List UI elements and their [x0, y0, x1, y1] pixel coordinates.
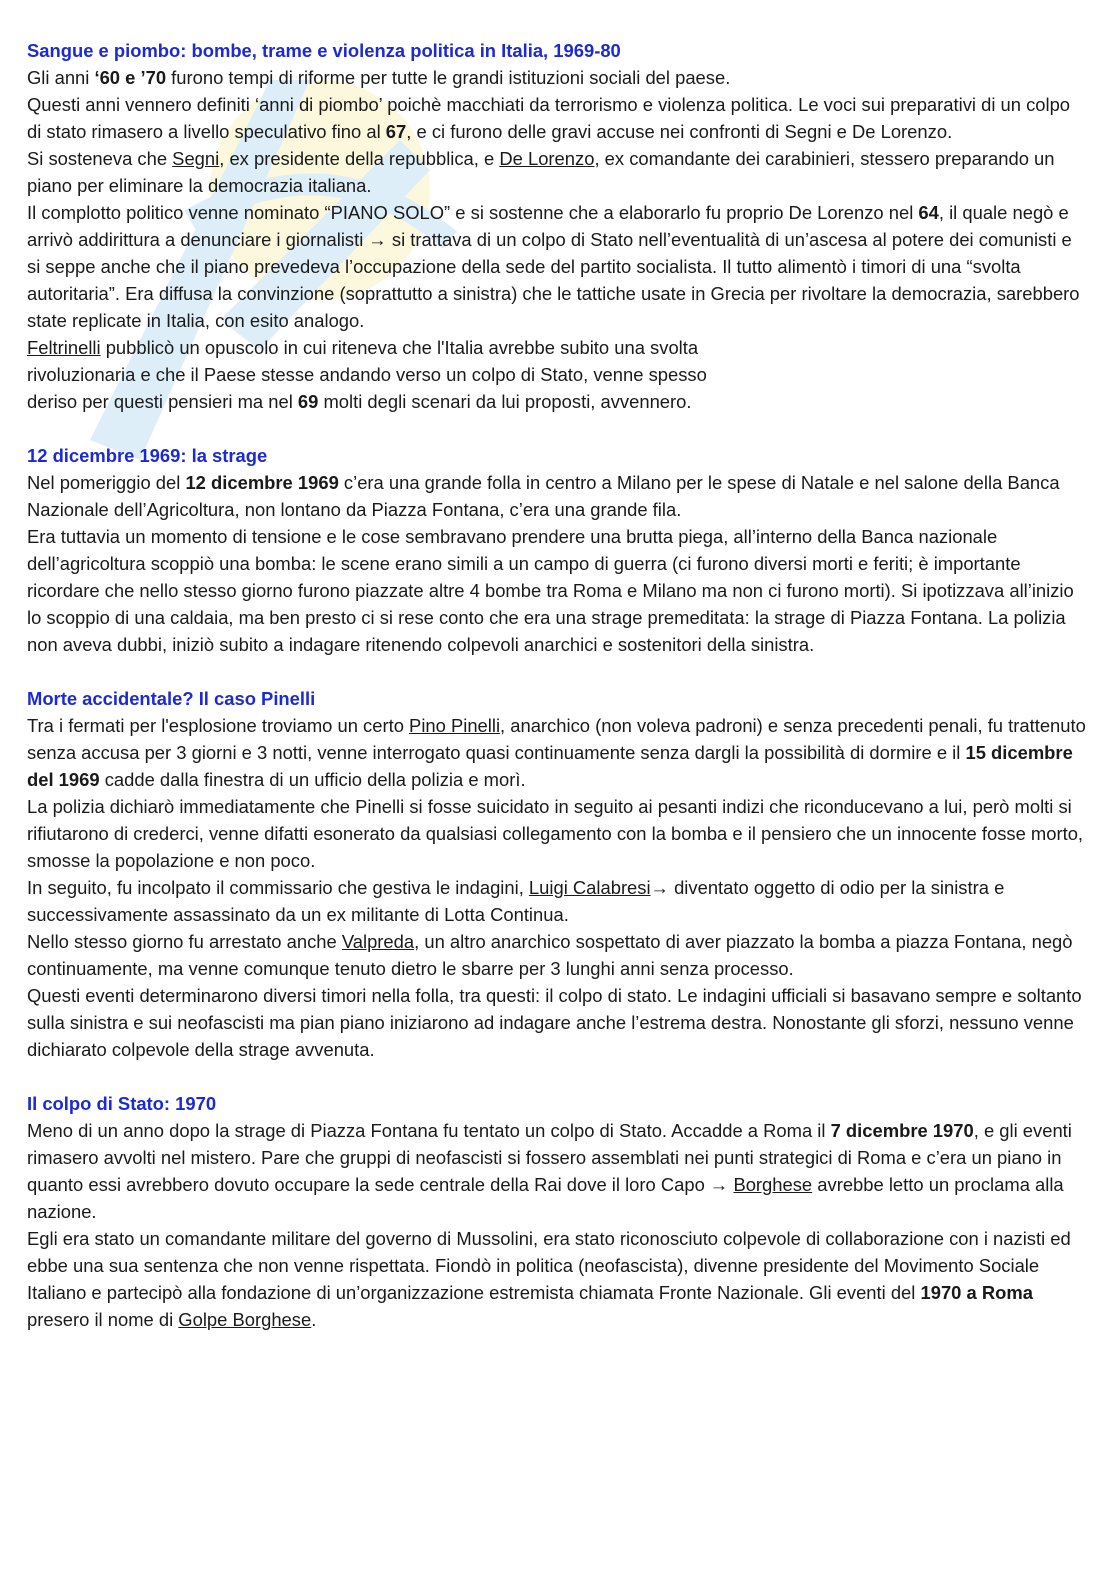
- term-feltrinelli: Feltrinelli: [27, 337, 101, 358]
- term-valpreda: Valpreda: [341, 931, 415, 952]
- paragraph: Meno di un anno dopo la strage di Piazza Fontana fu tentato un colpo di Stato. Accadde a Roma il 7 dicembre 1970, e gli eventi rimasero avvolti nel mistero. Pare che gruppi di neofascisti si fossero assemblati nei punti strategici di Roma e c’era un piano in quanto essi avrebbero dovuto occupare la sede centrale della Rai dove il loro Capo → Borghese avrebbe letto un proclama alla nazione.: [27, 1120, 1072, 1222]
- term-luigi-calabresi: Luigi Calabresi: [528, 877, 651, 898]
- paragraph: Il complotto politico venne nominato “PIANO SOLO” e si sostenne che a elaborarlo fu proprio De Lorenzo nel 64, il quale negò e arrivò addirittura a denunciare i giornalisti → si trattava di un colpo di Stato nell’eventualità di un’ascesa al potere dei comunisti e si seppe anche che il piano prevedeva l’occupazione della sede del partito socialista. Il tutto alimentò i timori di una “svolta autoritaria”. Era diffusa la convinzione (soprattutto a sinistra) che le tattiche usate in Grecia per rivoltare la democrazia, sarebbero state replicate in Italia, con esito analogo.: [27, 202, 1080, 331]
- paragraph: La polizia dichiarò immediatamente che Pinelli si fosse suicidato in seguito ai pesanti indizi che riconducevano a lui, però molti si rifiutarono di crederci, venne difatti esonerato da qualsiasi collegamento con la bomba e il pensiero che un innocente fosse morto, smosse la popolazione e non poco.: [27, 796, 1084, 871]
- paragraph: Si sosteneva che Segni, ex presidente della repubblica, e De Lorenzo, ex comandante dei carabinieri, stessero preparando un piano per eliminare la democrazia italiana.: [27, 148, 1055, 196]
- document-page: [27, 37, 1087, 1333]
- term-de-lorenzo: De Lorenzo: [499, 148, 595, 169]
- paragraph: Questi anni vennero definiti ‘anni di piombo’ poichè macchiati da terrorismo e violenza politica. Le voci sui preparativi di un colpo di stato rimasero a livello speculativo fino al 67, e ci furono delle gravi accuse nei confronti di Segni e De Lorenzo.: [27, 94, 1071, 142]
- section-title-colpo-di-stato: Il colpo di Stato: 1970: [27, 1093, 217, 1114]
- paragraph: Nel pomeriggio del 12 dicembre 1969 c’era una grande folla in centro a Milano per le spese di Natale e nel salone della Banca Nazionale dell’Agricoltura, non lontano da Piazza Fontana, c’era una grande fila.: [27, 472, 1060, 520]
- section-title-strage: 12 dicembre 1969: la strage: [27, 445, 268, 466]
- term-segni: Segni: [172, 148, 220, 169]
- section-title-sangue-e-piombo: Sangue e piombo: bombe, trame e violenza politica in Italia, 1969-80: [27, 40, 621, 61]
- term-pino-pinelli: Pino Pinelli: [409, 715, 501, 736]
- paragraph: Tra i fermati per l'esplosione troviamo un certo Pino Pinelli, anarchico (non voleva padroni) e senza precedenti penali, fu trattenuto senza accusa per 3 giorni e 3 notti, venne interrogato quasi continuamente senza dargli la possibilità di dormire e il 15 dicembre del 1969 cadde dalla finestra di un ufficio della polizia e morì.: [27, 715, 1086, 790]
- paragraph: Nello stesso giorno fu arrestato anche Valpreda, un altro anarchico sospettato di aver piazzato la bomba a piazza Fontana, negò continuamente, ma venne comunque tenuto dietro le sbarre per 3 lunghi anni senza processo.: [27, 931, 1073, 979]
- term-golpe-borghese: Golpe Borghese: [178, 1309, 312, 1330]
- paragraph: Egli era stato un comandante militare del governo di Mussolini, era stato riconosciuto colpevole di collaborazione con i nazisti ed ebbe una sua sentenza che non venne rispettata. Fiondò in politica (neofascista), divenne presidente del Movimento Sociale Italiano e partecipò alla fondazione di un’organizzazione estremista chiamata Fronte Nazionale. Gli eventi del 1970 a Roma presero il nome di Golpe Borghese.: [27, 1228, 1071, 1330]
- paragraph: Gli anni ‘60 e ’70 furono tempi di riforme per tutte le grandi istituzioni sociali del paese.: [27, 67, 731, 88]
- paragraph: Feltrinelli pubblicò un opuscolo in cui riteneva che l'Italia avrebbe subito una svolta rivoluzionaria e che il Paese stesse andando verso un colpo di Stato, venne spesso deriso per questi pensieri ma nel 69 molti degli scenari da lui proposti, avvennero.: [27, 337, 707, 412]
- paragraph: Era tuttavia un momento di tensione e le cose sembravano prendere una brutta piega, all’interno della Banca nazionale dell’agricoltura scoppiò una bomba: le scene erano simili a un campo di guerra (ci furono diversi morti e feriti; è importante ricordare che nello stesso giorno furono piazzate altre 4 bombe tra Roma e Milano ma non ci furono morti). Si ipotizzava all’inizio lo scoppio di una caldaia, ma ben presto ci si rese conto che era una strage premeditata: la strage di Piazza Fontana. La polizia non aveva dubbi, iniziò subito a indagare ritenendo colpevoli anarchici e sostenitori della sinistra.: [27, 526, 1074, 655]
- paragraph: In seguito, fu incolpato il commissario che gestiva le indagini, Luigi Calabresi→ diventato oggetto di odio per la sinistra e successivamente assassinato da un ex militante di Lotta Continua.: [27, 877, 1005, 925]
- section-title-pinelli: Morte accidentale? Il caso Pinelli: [27, 688, 316, 709]
- term-borghese: Borghese: [733, 1174, 813, 1195]
- paragraph: Questi eventi determinarono diversi timori nella folla, tra questi: il colpo di stato. Le indagini ufficiali si basavano sempre e soltanto sulla sinistra e sui neofascisti ma pian piano iniziarono ad indagare anche l’estrema destra. Nonostante gli sforzi, nessuno venne dichiarato colpevole della strage avvenuta.: [27, 985, 1082, 1060]
